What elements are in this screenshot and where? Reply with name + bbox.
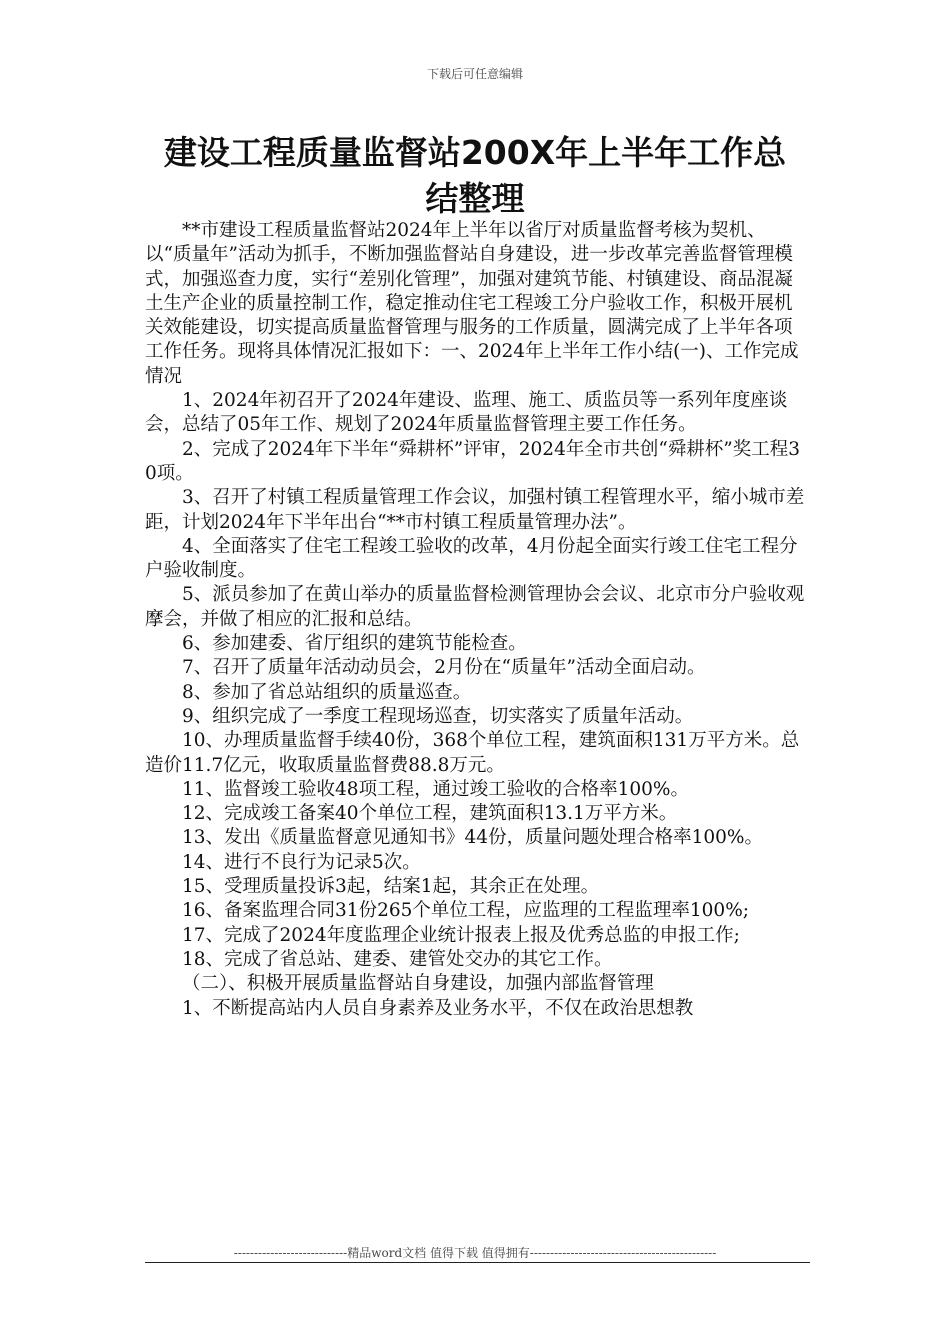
document-body	[145, 219, 810, 1021]
list-item: 12、完成竣工备案40个单位工程，建筑面积13.1万平方米。	[182, 803, 678, 825]
list-item: 1、2024年初召开了2024年建设、监理、施工、质监员等一系列年度座谈会，总结了05年工作、规划了2024年质量监督管理主要工作任务。	[145, 390, 788, 436]
list-item: 16、备案监理合同31份265个单位工程，应监理的工程监理率100%;	[182, 900, 750, 922]
intro-paragraph: **市建设工程质量监督站2024年上半年以省厅对质量监督考核为契机、以“质量年”活动为抓手，不断加强监督站自身建设，进一步改革完善监督管理模式，加强巡查力度，实行“差别化管理”，加强对建筑节能、村镇建设、商品混凝土生产企业的质量控制工作，稳定推动住宅工程竣工分户验收工作，积极开展机关效能建设，切实提高质量监督管理与服务的工作质量，圆满完成了上半年各项工作任务。现将具体情况汇报如下：一、2024年上半年工作小结(一)、工作完成情况	[145, 220, 799, 387]
document-title	[0, 130, 950, 222]
title-line-2: 结整理	[425, 179, 525, 218]
title-line-1: 建设工程质量监督站200X年上半年工作总	[163, 133, 787, 172]
list-item: 10、办理质量监督手续40份，368个单位工程，建筑面积131万平方米。总造价11.7亿元，收取质量监督费88.8万元。	[145, 730, 800, 776]
list-item: 1、不断提高站内人员自身素养及业务水平，不仅在政治思想教	[182, 997, 694, 1019]
section-heading: （二）、积极开展质量监督站自身建设，加强内部监督管理	[182, 973, 654, 995]
list-item: 4、全面落实了住宅工程竣工验收的改革，4月份起全面实行竣工住宅工程分户验收制度。	[145, 535, 798, 582]
list-item: 13、发出《质量监督意见通知书》44份，质量问题处理合格率100%。	[182, 827, 763, 849]
list-item: 9、组织完成了一季度工程现场巡查，切实落实了质量年活动。	[182, 705, 694, 727]
list-item: 15、受理质量投诉3起，结案1起，其余正在处理。	[182, 876, 600, 898]
list-item: 2、完成了2024年下半年“舜耕杯”评审，2024年全市共创“舜耕杯”奖工程30项。	[145, 438, 801, 484]
list-item: 17、完成了2024年度监理企业统计报表上报及优秀总监的申报工作;	[182, 924, 740, 946]
page-footer-note: ----------------------------精品word文档 值得下载 值得拥有----------------------------------------------	[233, 1246, 717, 1260]
list-item: 3、召开了村镇工程质量管理工作会议，加强村镇工程管理水平，缩小城市差距，计划2024年下半年出台“**市村镇工程质量管理办法”。	[145, 487, 805, 533]
list-item: 7、召开了质量年活动动员会，2月份在“质量年”活动全面启动。	[182, 657, 706, 679]
list-item: 18、完成了省总站、建委、建管处交办的其它工作。	[182, 948, 613, 970]
footer-divider	[145, 1262, 810, 1263]
list-item: 11、监督竣工验收48项工程，通过竣工验收的合格率100%。	[182, 778, 689, 800]
list-item: 5、派员参加了在黄山举办的质量监督检测管理协会会议、北京市分户验收观摩会，并做了相应的汇报和总结。	[145, 584, 805, 630]
list-item: 6、参加建委、省厅组织的建筑节能检查。	[182, 633, 527, 655]
page-header-note: 下载后可任意编辑	[426, 67, 523, 81]
list-item: 8、参加了省总站组织的质量巡查。	[182, 681, 472, 703]
list-item: 14、进行不良行为记录5次。	[182, 851, 421, 873]
